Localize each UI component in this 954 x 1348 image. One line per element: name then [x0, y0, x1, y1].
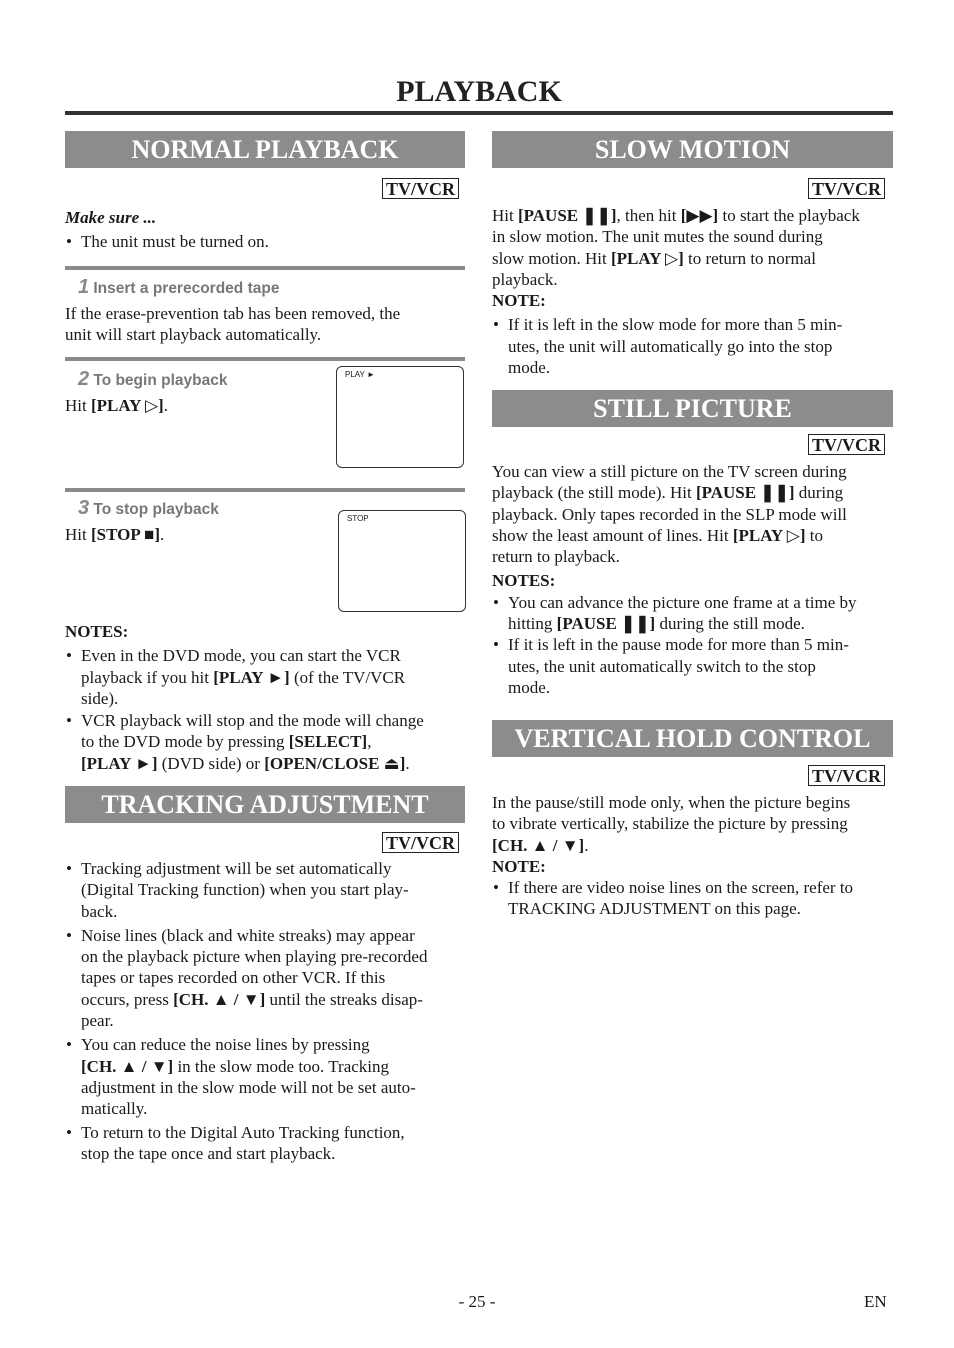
text-line: on the playback picture when playing pre-recorded: [81, 947, 428, 967]
list-item: [65, 858, 465, 922]
text-line: pear.: [81, 1011, 114, 1031]
page-title: PLAYBACK: [396, 75, 562, 108]
text-run: occurs, press: [81, 989, 174, 1009]
step-3-text: [65, 524, 164, 545]
tv-vcr-badge: TV/VCR: [382, 178, 459, 199]
text-run: (of the TV/VCR: [289, 667, 406, 687]
normal-playback-heading: NORMAL PLAYBACK: [65, 131, 465, 168]
text-run: until the streaks disap-: [265, 989, 423, 1009]
list-item: [492, 634, 893, 698]
stop-key-label: [STOP ■]: [90, 525, 160, 544]
tv-screen-play: [336, 366, 464, 468]
text-line: • Even in the DVD mode, you can start the VCR: [81, 646, 401, 666]
vertical-hold-heading: VERTICAL HOLD CONTROL: [492, 720, 893, 757]
step-label: Insert a prerecorded tape: [93, 280, 280, 297]
tracking-list-container: [65, 858, 465, 1164]
text-run: .: [405, 753, 410, 773]
text-run: , then hit: [616, 206, 681, 225]
list-item: [492, 314, 893, 378]
page-number: - 25 -: [458, 1292, 496, 1311]
slow-motion-heading: SLOW MOTION: [492, 131, 893, 168]
pause-key-label: [PAUSE ❚❚]: [556, 614, 656, 634]
still-picture-heading: STILL PICTURE: [492, 390, 893, 427]
play-key-label: [PLAY ►]: [81, 753, 158, 773]
make-sure-section: [65, 207, 465, 253]
text-line: utes, the unit automatically switch to the stop: [508, 656, 816, 676]
text-line: matically.: [81, 1099, 148, 1119]
list-item: [65, 1034, 465, 1119]
text-line: • If it is left in the slow mode for more than 5 min-: [508, 315, 843, 335]
step-2-text: [65, 395, 168, 416]
tracking-adjustment-heading: TRACKING ADJUSTMENT: [65, 786, 465, 823]
text-run: (DVD side) or: [157, 753, 265, 773]
step-number: 3: [78, 497, 90, 519]
text-line: You can view a still picture on the TV screen during: [492, 462, 847, 481]
play-key-label: [PLAY ►]: [213, 667, 290, 687]
channel-key-label: [CH. ▲ / ▼]: [173, 989, 266, 1009]
text-line: back.: [81, 901, 118, 921]
text-run: to return to normal: [683, 248, 816, 268]
tv-vcr-badge: TV/VCR: [382, 832, 459, 853]
play-key-label: [PLAY ▷]: [90, 396, 164, 415]
text-line: return to playback.: [492, 547, 620, 567]
make-sure-label: Make sure ...: [65, 208, 157, 227]
text-line: • To return to the Digital Auto Tracking function,: [81, 1122, 405, 1142]
tv-screen-stop: [338, 510, 466, 612]
tv-vcr-badge: TV/VCR: [808, 765, 885, 786]
text-line: unit will start playback automatically.: [65, 325, 322, 345]
play-key-label: [PLAY ▷]: [732, 525, 806, 545]
normal-playback-notes: [65, 621, 465, 774]
play-key-label: [PLAY ▷]: [611, 248, 684, 268]
title-rule: [65, 111, 893, 115]
still-picture-notes-list: [492, 592, 893, 698]
tracking-list: [65, 858, 465, 1164]
list-item: [492, 877, 893, 920]
still-picture-body: [492, 461, 893, 698]
notes-label: NOTES:: [65, 622, 129, 641]
step-1-text: [65, 303, 465, 346]
tv-vcr-badge: TV/VCR: [808, 178, 885, 199]
text-line: TRACKING ADJUSTMENT on this page.: [508, 899, 801, 919]
list-item: [65, 710, 465, 774]
notes-label: NOTES:: [492, 571, 556, 591]
text-run: .: [159, 525, 165, 544]
vertical-hold-note-list: [492, 877, 893, 920]
list-item: • The unit must be turned on.: [65, 231, 465, 252]
text-run: slow motion. Hit: [492, 248, 612, 268]
text-run: show the least amount of lines. Hit: [492, 525, 733, 545]
text-line: • If there are video noise lines on the screen, refer to: [508, 878, 854, 898]
text-line: tapes or tapes recorded on other VCR. If this: [81, 968, 386, 988]
text-line: side).: [81, 688, 119, 708]
text-run: during: [794, 483, 844, 503]
step-divider: [65, 488, 465, 492]
text-run: playback (the still mode). Hit: [492, 483, 696, 503]
list-item: [65, 1122, 465, 1165]
text-run: Hit: [65, 525, 91, 544]
step-divider: [65, 357, 465, 361]
text-run: to the DVD mode by pressing: [81, 732, 289, 752]
note-label: NOTE:: [492, 856, 546, 876]
text-line: • You can advance the picture one frame at a time by: [508, 592, 857, 612]
select-key-label: [SELECT]: [288, 732, 368, 752]
text-line: in slow motion. The unit mutes the sound during: [492, 227, 823, 247]
step-number: 1: [78, 276, 90, 298]
text-run: during the still mode.: [655, 614, 805, 634]
text-run: Hit: [492, 206, 518, 225]
tv-vcr-badge: TV/VCR: [808, 434, 885, 455]
note-label: NOTE:: [492, 291, 546, 311]
text-line: to vibrate vertically, stabilize the picture by pressing: [492, 814, 848, 834]
text-run: to: [805, 525, 824, 545]
step-number: 2: [78, 368, 90, 390]
step-divider: [65, 266, 465, 270]
text-line: • Tracking adjustment will be set automatically: [81, 859, 392, 878]
language-code: EN: [864, 1292, 887, 1311]
screen-osd-text: PLAY ►: [345, 370, 375, 379]
list-item: [65, 925, 465, 1031]
text-line: stop the tape once and start playback.: [81, 1143, 336, 1163]
text-run: .: [163, 396, 168, 415]
text-line: adjustment in the slow mode will not be set auto-: [81, 1077, 416, 1097]
notes-list: [65, 645, 465, 774]
text-run: .: [584, 835, 589, 855]
step-2-header: [78, 367, 227, 393]
slow-motion-body: [492, 205, 893, 378]
text-run: playback if you hit: [81, 667, 214, 687]
pause-key-label: [PAUSE ❚❚]: [695, 483, 795, 503]
text-line: • VCR playback will stop and the mode will change: [81, 711, 424, 731]
make-sure-list: [65, 231, 465, 252]
channel-key-label: [CH. ▲ / ▼]: [81, 1056, 174, 1076]
fast-forward-key-label: [▶▶]: [680, 206, 719, 225]
screen-osd-text: STOP: [347, 514, 369, 523]
list-item: [492, 592, 893, 635]
list-item: [65, 645, 465, 709]
slow-motion-note-list: [492, 314, 893, 378]
text-line: • If it is left in the pause mode for more than 5 min-: [508, 635, 849, 655]
vertical-hold-body: [492, 792, 893, 920]
text-line: mode.: [508, 358, 551, 378]
text-line: utes, the unit will automatically go into the stop: [508, 336, 833, 356]
text-line: mode.: [508, 677, 551, 697]
step-1-header: [78, 275, 279, 301]
step-3-header: [78, 496, 219, 522]
text-line: playback. Only tapes recorded in the SLP mode will: [492, 504, 847, 524]
text-line: If the erase-prevention tab has been removed, the: [65, 304, 401, 323]
text-run: in the slow mode too. Tracking: [173, 1056, 390, 1076]
open-close-key-label: [OPEN/CLOSE ⏏]: [264, 753, 406, 773]
text-run: to start the playback: [718, 206, 860, 225]
channel-key-label: [CH. ▲ / ▼]: [492, 835, 585, 855]
step-label: To stop playback: [93, 501, 219, 518]
text-run: hitting: [508, 614, 557, 634]
text-run: Hit: [65, 396, 91, 415]
text-run: ,: [367, 732, 372, 752]
text-line: • Noise lines (black and white streaks) may appear: [81, 925, 415, 945]
step-label: To begin playback: [93, 372, 228, 389]
text-line: (Digital Tracking function) when you start play-: [81, 880, 409, 900]
pause-key-label: [PAUSE ❚❚]: [517, 206, 617, 225]
text-line: • You can reduce the noise lines by pressing: [81, 1035, 370, 1055]
text-line: In the pause/still mode only, when the picture begins: [492, 793, 851, 812]
text-line: playback.: [492, 269, 558, 289]
